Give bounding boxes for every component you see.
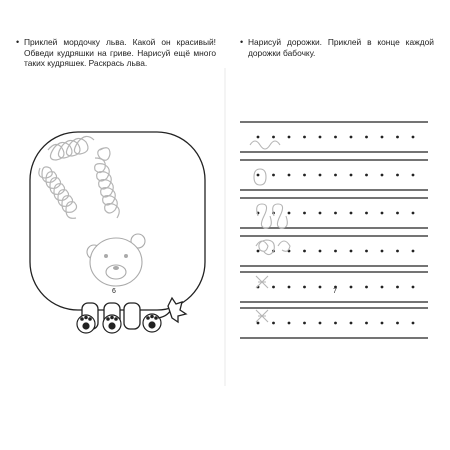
track-dot <box>365 212 368 215</box>
track-dot <box>350 250 353 253</box>
track-dot <box>319 212 322 215</box>
track-dot <box>303 286 306 289</box>
track-dot <box>303 250 306 253</box>
track-dot <box>334 136 337 139</box>
track-dot <box>303 322 306 325</box>
track-dot <box>257 174 260 177</box>
page-number-left: 6 <box>112 288 116 295</box>
track-dot <box>381 136 384 139</box>
track-dot <box>272 322 275 325</box>
track-dot <box>288 174 291 177</box>
track-dot <box>381 322 384 325</box>
track-dot <box>381 174 384 177</box>
track-dot <box>319 174 322 177</box>
track-dot <box>303 174 306 177</box>
track-dot <box>396 174 399 177</box>
track-dot <box>334 212 337 215</box>
track-dot <box>412 250 415 253</box>
track-dot <box>319 286 322 289</box>
track-dot <box>319 136 322 139</box>
track-dot <box>350 212 353 215</box>
track-dot <box>272 174 275 177</box>
track-dot <box>381 250 384 253</box>
track-patterns <box>250 141 290 322</box>
track-dot <box>396 250 399 253</box>
track-dot <box>350 174 353 177</box>
track-dot <box>396 322 399 325</box>
bullet-icon: • <box>16 37 20 47</box>
track-dot <box>365 322 368 325</box>
track-dots <box>257 136 415 325</box>
track-dot <box>381 286 384 289</box>
track-dot <box>365 286 368 289</box>
track-dot <box>272 136 275 139</box>
page-number-right: 7 <box>333 288 337 295</box>
track-lines <box>240 122 428 338</box>
track-dot <box>319 250 322 253</box>
track-dot <box>257 250 260 253</box>
track-dot <box>303 212 306 215</box>
track-dot <box>288 322 291 325</box>
track-dot <box>288 212 291 215</box>
track-dot <box>303 136 306 139</box>
track-dot <box>412 212 415 215</box>
track-dot <box>334 322 337 325</box>
track-dot <box>257 322 260 325</box>
track-dot <box>412 286 415 289</box>
track-dot <box>412 174 415 177</box>
track-dot <box>319 322 322 325</box>
track-dot <box>350 322 353 325</box>
track-dot <box>381 212 384 215</box>
track-dot <box>412 322 415 325</box>
track-dot <box>396 286 399 289</box>
track-dot <box>272 286 275 289</box>
track-dot <box>334 250 337 253</box>
track-dot <box>350 136 353 139</box>
track-dot <box>396 136 399 139</box>
bullet-icon: • <box>240 37 244 47</box>
track-dot <box>365 250 368 253</box>
track-dot <box>334 174 337 177</box>
right-instruction-text: Нарисуй дорожки. Приклей в конце каждой дорожки бабочку. <box>248 37 434 58</box>
track-dot <box>288 286 291 289</box>
track-dot <box>257 136 260 139</box>
track-dot <box>412 136 415 139</box>
track-dot <box>288 136 291 139</box>
track-dot <box>365 174 368 177</box>
track-dot <box>396 212 399 215</box>
track-dot <box>365 136 368 139</box>
track-dot <box>350 286 353 289</box>
left-instruction-text: Приклей мордочку льва. Какой он красивый! Обведи кудряшки на гриве. Нарисуй ещё много таких кудряшек. Раскрась льва. <box>24 37 216 69</box>
